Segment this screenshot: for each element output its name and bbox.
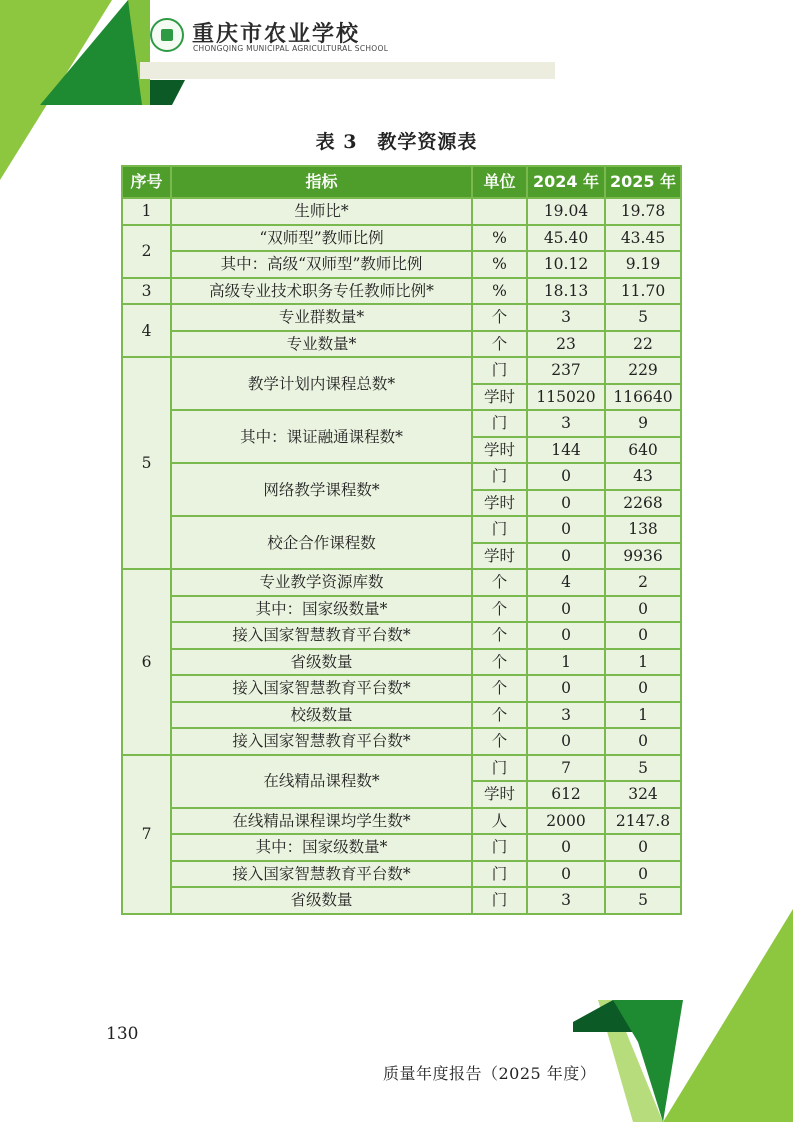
metric-cell: 省级数量 [171, 887, 472, 914]
value-2025-cell: 22 [605, 331, 681, 358]
metric-cell: 其中：国家级数量* [171, 834, 472, 861]
school-name-en: CHONGQING MUNICIPAL AGRICULTURAL SCHOOL [193, 44, 389, 53]
value-2024-cell: 115020 [527, 384, 605, 411]
table-row [122, 728, 681, 755]
value-2025-cell: 5 [605, 755, 681, 782]
seq-cell: 5 [122, 357, 171, 569]
value-2025-cell: 0 [605, 596, 681, 623]
unit-cell: 学时 [472, 543, 527, 570]
value-2024-cell: 3 [527, 410, 605, 437]
header-band [140, 62, 555, 79]
value-2024-cell: 0 [527, 622, 605, 649]
value-2024-cell: 1 [527, 649, 605, 676]
value-2024-cell: 0 [527, 490, 605, 517]
value-2025-cell: 0 [605, 622, 681, 649]
unit-cell: % [472, 251, 527, 278]
table-row [122, 251, 681, 278]
value-2024-cell: 4 [527, 569, 605, 596]
table-row [122, 516, 681, 543]
school-logo-icon [150, 18, 184, 52]
school-name-cn: 重庆市农业学校 [192, 21, 361, 47]
unit-cell: 人 [472, 808, 527, 835]
value-2024-cell: 2000 [527, 808, 605, 835]
unit-cell: 个 [472, 304, 527, 331]
value-2025-cell: 0 [605, 861, 681, 888]
unit-cell: 门 [472, 755, 527, 782]
value-2024-cell: 3 [527, 887, 605, 914]
value-2024-cell: 0 [527, 728, 605, 755]
teaching-resources-table [121, 165, 682, 915]
metric-cell: 其中：高级“双师型”教师比例 [171, 251, 472, 278]
metric-cell: 专业数量* [171, 331, 472, 358]
value-2024-cell: 237 [527, 357, 605, 384]
value-2024-cell: 23 [527, 331, 605, 358]
unit-cell: 学时 [472, 384, 527, 411]
table-row [122, 675, 681, 702]
unit-cell: 个 [472, 622, 527, 649]
value-2025-cell: 0 [605, 834, 681, 861]
value-2024-cell: 18.13 [527, 278, 605, 305]
metric-cell: 接入国家智慧教育平台数* [171, 861, 472, 888]
unit-cell: 个 [472, 569, 527, 596]
value-2024-cell: 10.12 [527, 251, 605, 278]
value-2025-cell: 9936 [605, 543, 681, 570]
metric-cell: 在线精品课程课均学生数* [171, 808, 472, 835]
metric-cell: “双师型”教师比例 [171, 225, 472, 252]
metric-cell: 接入国家智慧教育平台数* [171, 675, 472, 702]
table-title: 表 3 教学资源表 [315, 131, 478, 153]
metric-cell: 生师比* [171, 198, 472, 225]
metric-cell: 在线精品课程数* [171, 755, 472, 808]
value-2025-cell: 2147.8 [605, 808, 681, 835]
value-2024-cell: 144 [527, 437, 605, 464]
metric-cell: 其中：国家级数量* [171, 596, 472, 623]
unit-cell: 个 [472, 728, 527, 755]
table-row [122, 225, 681, 252]
value-2025-cell: 43.45 [605, 225, 681, 252]
unit-cell: % [472, 225, 527, 252]
table-row [122, 304, 681, 331]
seq-cell: 7 [122, 755, 171, 914]
value-2025-cell: 0 [605, 675, 681, 702]
unit-cell: 个 [472, 702, 527, 729]
table-row [122, 887, 681, 914]
metric-cell: 教学计划内课程总数* [171, 357, 472, 410]
metric-cell: 校级数量 [171, 702, 472, 729]
table-row [122, 834, 681, 861]
table-row [122, 649, 681, 676]
table-row [122, 569, 681, 596]
header-seq: 序号 [122, 166, 171, 198]
value-2025-cell: 5 [605, 887, 681, 914]
value-2025-cell: 11.70 [605, 278, 681, 305]
unit-cell: 门 [472, 834, 527, 861]
value-2025-cell: 229 [605, 357, 681, 384]
table-row [122, 357, 681, 384]
value-2024-cell: 0 [527, 516, 605, 543]
value-2025-cell: 2268 [605, 490, 681, 517]
seq-cell: 2 [122, 225, 171, 278]
value-2024-cell: 3 [527, 702, 605, 729]
value-2025-cell: 19.78 [605, 198, 681, 225]
header-2024: 2024 年 [527, 166, 605, 198]
unit-cell: 个 [472, 675, 527, 702]
report-title-footer: 质量年度报告（2025 年度） [383, 1064, 597, 1083]
table-row [122, 808, 681, 835]
value-2025-cell: 2 [605, 569, 681, 596]
value-2025-cell: 1 [605, 702, 681, 729]
bottom-right-decoration [563, 892, 793, 1122]
value-2025-cell: 9.19 [605, 251, 681, 278]
value-2024-cell: 0 [527, 675, 605, 702]
value-2024-cell: 0 [527, 463, 605, 490]
table-row [122, 198, 681, 225]
value-2025-cell: 324 [605, 781, 681, 808]
table-row [122, 755, 681, 782]
table-header-row [122, 166, 681, 198]
unit-cell: 门 [472, 410, 527, 437]
table-row [122, 702, 681, 729]
value-2024-cell: 7 [527, 755, 605, 782]
metric-cell: 网络教学课程数* [171, 463, 472, 516]
unit-cell: 门 [472, 463, 527, 490]
seq-cell: 6 [122, 569, 171, 755]
metric-cell: 接入国家智慧教育平台数* [171, 622, 472, 649]
value-2024-cell: 0 [527, 861, 605, 888]
seq-cell: 4 [122, 304, 171, 357]
value-2025-cell: 1 [605, 649, 681, 676]
value-2024-cell: 45.40 [527, 225, 605, 252]
unit-cell: 门 [472, 887, 527, 914]
unit-cell: 学时 [472, 781, 527, 808]
unit-cell: 门 [472, 357, 527, 384]
value-2025-cell: 138 [605, 516, 681, 543]
unit-cell: 个 [472, 596, 527, 623]
value-2025-cell: 116640 [605, 384, 681, 411]
page-number: 130 [106, 1024, 139, 1044]
unit-cell: 学时 [472, 490, 527, 517]
metric-cell: 其中：课证融通课程数* [171, 410, 472, 463]
value-2025-cell: 640 [605, 437, 681, 464]
value-2024-cell: 612 [527, 781, 605, 808]
value-2024-cell: 19.04 [527, 198, 605, 225]
seq-cell: 1 [122, 198, 171, 225]
header-2025: 2025 年 [605, 166, 681, 198]
value-2024-cell: 0 [527, 596, 605, 623]
value-2025-cell: 0 [605, 728, 681, 755]
metric-cell: 接入国家智慧教育平台数* [171, 728, 472, 755]
table-row [122, 463, 681, 490]
unit-cell: 门 [472, 861, 527, 888]
metric-cell: 专业教学资源库数 [171, 569, 472, 596]
value-2025-cell: 5 [605, 304, 681, 331]
metric-cell: 专业群数量* [171, 304, 472, 331]
value-2025-cell: 9 [605, 410, 681, 437]
value-2025-cell: 43 [605, 463, 681, 490]
table-row [122, 331, 681, 358]
header-metric: 指标 [171, 166, 472, 198]
metric-cell: 省级数量 [171, 649, 472, 676]
unit-cell: % [472, 278, 527, 305]
unit-cell: 个 [472, 331, 527, 358]
table-row [122, 278, 681, 305]
metric-cell: 校企合作课程数 [171, 516, 472, 569]
table-row [122, 622, 681, 649]
unit-cell [472, 198, 527, 225]
value-2024-cell: 3 [527, 304, 605, 331]
unit-cell: 学时 [472, 437, 527, 464]
value-2024-cell: 0 [527, 834, 605, 861]
table-row [122, 596, 681, 623]
unit-cell: 个 [472, 649, 527, 676]
header-unit: 单位 [472, 166, 527, 198]
seq-cell: 3 [122, 278, 171, 305]
table-row [122, 861, 681, 888]
metric-cell: 高级专业技术职务专任教师比例* [171, 278, 472, 305]
table-row [122, 410, 681, 437]
unit-cell: 门 [472, 516, 527, 543]
value-2024-cell: 0 [527, 543, 605, 570]
